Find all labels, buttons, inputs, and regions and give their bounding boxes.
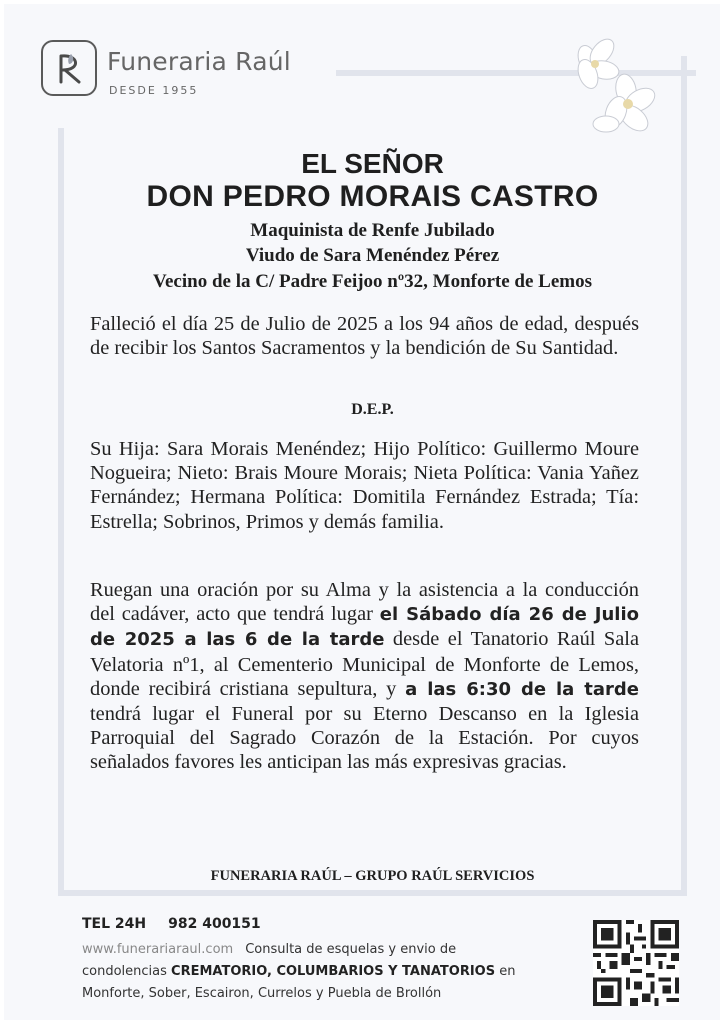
- frame-right-line: [681, 56, 687, 896]
- contact-line-3: [82, 964, 515, 979]
- death-notice: Falleció el día 25 de Julio de 2025 a los 94 años de edad, después de recibir los Santos Sacramentos y la bendición de Su Santidad.: [90, 313, 639, 360]
- funeral-text-3: tendrá lugar el Funeral por su Eterno Descanso en la Iglesia Parroquial del Sagrado Corazón de la Estación. Por cuyos señalados favores les anticipan las más expresivas gracias.: [90, 703, 639, 774]
- locations-line: Monforte, Sober, Escairon, Currelos y Puebla de Brollón: [82, 986, 442, 1001]
- address: Vecino de la C/ Padre Feijoo nº32, Monforte de Lemos: [153, 271, 592, 292]
- frame-bottom-line: [58, 890, 687, 896]
- contact-line-2: [82, 942, 456, 957]
- logo-icon: [41, 40, 97, 96]
- funeral-details: [90, 578, 639, 775]
- condolences-prefix: condolencias: [82, 964, 172, 979]
- logo-since: DESDE 1955: [109, 84, 199, 97]
- title-line-1: EL SEÑOR: [301, 148, 444, 179]
- phone-label: TEL 24H: [82, 916, 147, 932]
- funeral-text-2: desde el Tanatorio Raúl Sala Velatoria nº1, al Cementerio Municipal de Monforte de Lemos, donde recibirá cristiana sepultura, y: [90, 628, 639, 700]
- family-list: Su Hija: Sara Morais Menéndez; Hijo Político: Guillermo Moure Nogueira; Nieto: Brais Moure Morais; Nieta Política: Vania Yañez Fernández; Hermana Política: Domitila Fernández Estrada; Tía: Estrella; Sobrinos, Primos y demás familia.: [90, 438, 639, 533]
- funeral-date: el Sábado día 26 de Julio de 2025 a las 6 de la tarde: [90, 604, 639, 651]
- frame-left-line: [58, 128, 64, 896]
- funeral-text-1: Ruegan una oración por su Alma y la asistencia a la conducción del cadáver, acto que tendrá lugar: [90, 579, 639, 626]
- logo-name: Funeraria Raúl: [107, 47, 291, 76]
- condolences-text: Consulta de esquelas y envio de: [245, 942, 457, 957]
- phone-line: [82, 916, 283, 932]
- flower-decoration-icon: [548, 30, 658, 140]
- occupation: Maquinista de Renfe Jubilado: [250, 220, 495, 241]
- phone-number: 982 400151: [168, 916, 261, 932]
- website-link[interactable]: www.funerariaraul.com: [82, 942, 234, 957]
- services-list: CREMATORIO, COLUMBARIOS Y TANATORIOS: [171, 964, 496, 979]
- services-suffix: en: [495, 964, 516, 979]
- widower-note: Viudo de Sara Menéndez Pérez: [245, 245, 500, 266]
- qr-code-icon[interactable]: [593, 920, 679, 1006]
- funeral-mass-time: a las 6:30 de la tarde: [405, 678, 639, 700]
- dep-label: D.E.P.: [351, 401, 394, 418]
- deceased-name: DON PEDRO MORAIS CASTRO: [146, 180, 599, 213]
- funeral-home-org: FUNERARIA RAÚL – GRUPO RAÚL SERVICIOS: [210, 868, 535, 884]
